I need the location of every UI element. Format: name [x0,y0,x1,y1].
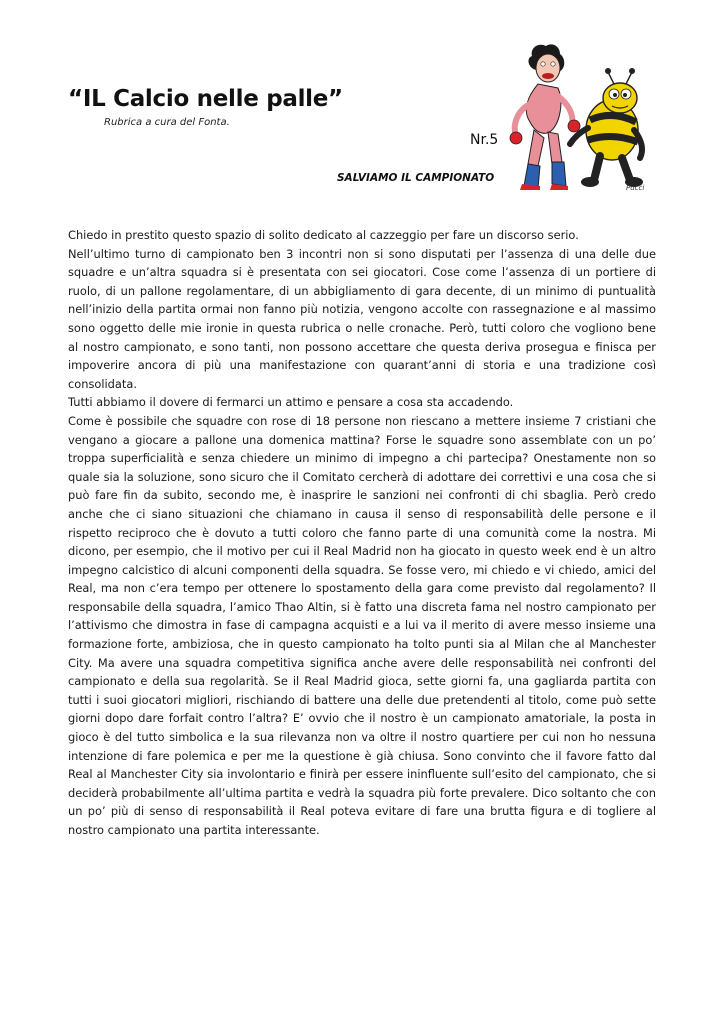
article-paragraph: Tutti abbiamo il dovere di fermarci un attimo e pensare a cosa sta accadendo. [68,395,514,410]
column-byline: Rubrica a cura del Fonta. [104,117,230,128]
cartoon-bee [570,68,643,187]
column-title: “IL Calcio nelle palle” [68,86,343,112]
cartoon-illustration [508,40,648,192]
article-title: SALVIAMO IL CAMPIONATO [337,172,495,184]
article-paragraph: Chiedo in prestito questo spazio di solito dedicato al cazzeggio per fare un discorso serio. [68,228,579,242]
cartoon-man [510,44,580,190]
article-paragraph: Nell’ultimo turno di campionato ben 3 incontri non si sono disputati per l’assenza di una delle due squadre e un’altra squadra si è presentata con sei giocatori. Cose come l’assenza di un portiere di ruolo, di un pallone regolamentare, di un abbigliamento di gara decente, di un minimo di puntualità nell’inizio della partita ormai non fanno più notizia, vengono accolte con rassegnazione e al massimo sono oggetto delle mie ironie in questa rubrica o nelle cronache. Però, tutti coloro che vogliono bene al nostro campionato, e sono tanti, non possono accettare che questa deriva prosegua e finisca per impoverire ancora di più una manifestazione con quarant’anni di storia e una tradizione così consolidata. [68,246,656,391]
article-paragraph: Come è possibile che squadre con rose di 18 persone non riescano a mettere insieme 7 cristiani che vengano a giocare a pallone una domenica mattina? Forse le squadre sono assemblate con un po’ troppa superficialità e senza chiedere un minimo di impegno a chi partecipa? Onestamente non so quale sia la soluzione, sono sicuro che il Comitato cercherà di adottare dei correttivi e una cosa che si può fare fin da subito, secondo me, è inasprire le sanzioni nei confronti di chi sbaglia. Però credo anche che ci siano situazioni che chiamano in causa il senso di responsabilità delle persone e il rispetto reciproco che è dovuto a tutti coloro che fanno parte di una comunità come la nostra. Mi dicono, per esempio, che il motivo per cui il Real Madrid non ha giocato in questo week end è un altro impegno calcistico di alcuni componenti della squadra. Se fosse vero, mi chiedo e vi chiedo, amici del Real, ma non c’era tempo per ottenere lo spostamento della gara come previsto dal regolamento? Il responsabile della squadra, l’amico Thao Altin, si è fatto una discreta fama nel nostro campionato per l’attivismo che dimostra in fase di campagna acquisti e a lui va il merito di avere messo insieme una formazione forte, ambiziosa, che in questo campionato ha tolto punti sia al Milan che al Manchester City. Ma avere una squadra competitiva significa anche avere delle responsabilità nei confronti del campionato e della sua regolarità. Se il Real Madrid gioca, sette giorni fa, una gagliarda partita con tutti i suoi giocatori migliori, rischiando di battere una delle due pretendenti al titolo, come può sette giorni dopo dare forfait contro l’altra? E’ ovvio che il nostro è un campionato amatoriale, la posta in gioco è del tutto simbolica e la sua rilevanza non va oltre il nostro quartiere per cui non ho nessuna intenzione di fare polemica e per me la questione è già chiusa. Sono convinto che il favore fatto dal Real al Manchester City sia involontario e finirà per essere ininfluente sull’esito del campionato, che si deciderà probabilmente all’ultima partita e vedrà la squadra più forte prevalere. Dico soltanto che con un po’ più di senso di responsabilità il Real poteva evitare di fare una brutta figura e di togliere al nostro campionato una partita interessante. [68,413,656,837]
article-body [68,226,656,840]
cartoon-signature: Pucci [626,184,645,192]
issue-number: Nr.5 [470,132,499,148]
